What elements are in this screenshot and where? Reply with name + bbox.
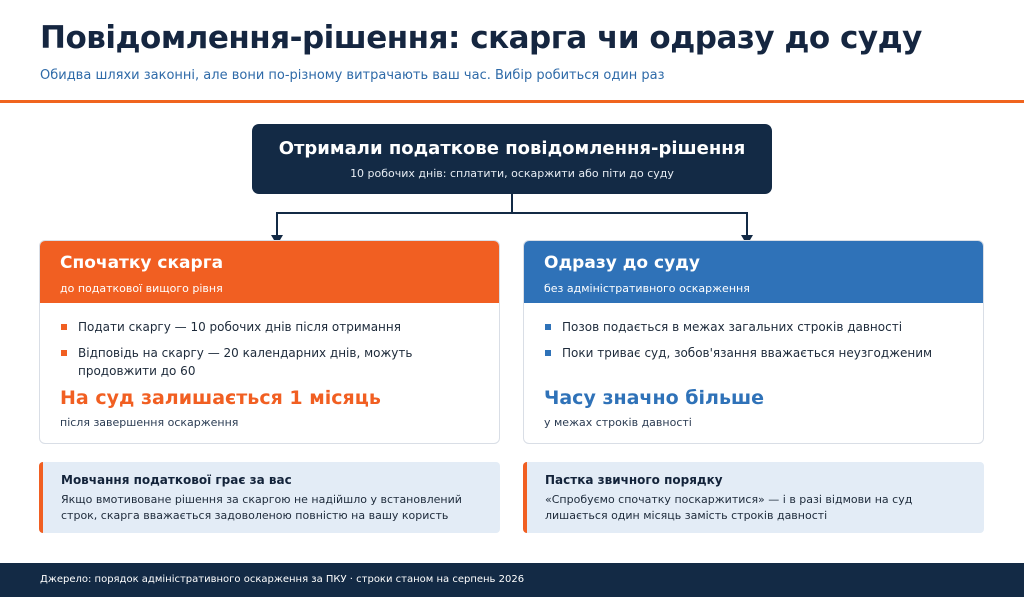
callout-accent-bar <box>39 462 43 533</box>
complaint-path-title: Спочатку скарга <box>60 253 224 273</box>
court-path-subtitle: без адміністративного оскарження <box>544 282 750 295</box>
list-item <box>60 318 479 336</box>
callout-accent-bar <box>523 462 527 533</box>
complaint-path-list <box>40 303 499 380</box>
list-item <box>544 318 963 336</box>
list-item <box>544 344 963 362</box>
list-item-text: Позов подається в межах загальних строків давності <box>562 320 903 334</box>
complaint-path-note: після завершення оскарження <box>60 416 239 429</box>
list-item-text: Поки триває суд, зобов'язання вважається неузгодженим <box>562 346 933 360</box>
bullet-square-icon <box>545 350 551 356</box>
trap-callout-title: Пастка звичного порядку <box>545 473 723 487</box>
trap-callout-text: «Спробуємо спочатку поскаржитися» — і в разі відмови на суд лишається один місяць замість строків давності <box>545 493 913 522</box>
court-path-list <box>524 303 983 362</box>
court-path-title: Одразу до суду <box>544 253 700 273</box>
bullet-square-icon <box>61 324 67 330</box>
root-node-title: Отримали податкове повідомлення-рішення <box>278 138 746 159</box>
bullet-square-icon <box>61 350 67 356</box>
list-item <box>60 344 479 380</box>
root-node-subtitle: 10 робочих днів: сплатити, оскаржити або піти до суду <box>350 167 674 180</box>
list-item-text: Подати скаргу — 10 робочих днів після отримання <box>78 320 401 334</box>
list-item-text: Відповідь на скаргу — 20 календарних днів, можуть продовжити до 60 <box>78 346 413 378</box>
page-subtitle: Обидва шляхи законні, але вони по-різному витрачають ваш час. Вибір робиться один раз <box>40 68 665 83</box>
silence-callout-text: Якщо вмотивоване рішення за скаргою не надійшло у встановлений строк, скарга вважається задоволеною повністю на вашу користь <box>61 493 462 522</box>
silence-callout-title: Мовчання податкової грає за вас <box>61 473 292 487</box>
complaint-path-subtitle: до податкової вищого рівня <box>60 282 223 295</box>
page-title: Повідомлення-рішення: скарга чи одразу до суду <box>40 20 922 56</box>
source-footer: Джерело: порядок адміністративного оскарження за ПКУ · строки станом на серпень 2026 <box>0 563 1024 597</box>
branch-connector <box>0 0 1024 250</box>
court-path-card <box>523 240 984 444</box>
silence-callout <box>39 462 500 533</box>
complaint-path-highlight: На суд залишається 1 місяць <box>60 387 381 409</box>
complaint-path-header <box>40 241 499 303</box>
bullet-square-icon <box>545 324 551 330</box>
trap-callout <box>523 462 984 533</box>
court-path-highlight: Часу значно більше <box>544 387 765 409</box>
complaint-path-card <box>39 240 500 444</box>
court-path-header <box>524 241 983 303</box>
court-path-note: у межах строків давності <box>544 416 692 429</box>
